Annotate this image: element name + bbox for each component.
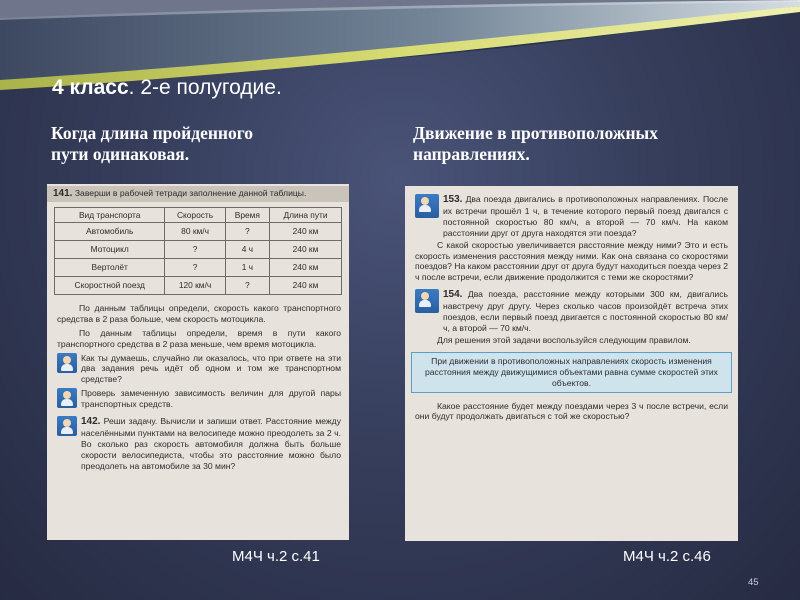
left-column-heading: [51, 123, 381, 165]
pupil-icon: [57, 416, 77, 436]
task-142-text: Реши задачу. Вычисли и запиши ответ. Расстояние между населёнными пунктами на велосипеде можно преодолеть за 2 ч. Во сколько раз скорость автомобиля должна быть больше скорости велосипедиста, чтобы это расстояние можно было преодолеть на автомобиле за 30 мин?: [81, 416, 341, 471]
table-cell: 240 км: [270, 222, 342, 240]
left-heading-line2: пути одинаковая.: [51, 144, 190, 164]
paragraph: Какое расстояние будет между поездами через 3 ч после встречи, если они будут продолжать двигаться с той же скоростью?: [415, 400, 728, 422]
task-note: [57, 388, 341, 410]
table-cell: ?: [165, 258, 225, 276]
task-note: [57, 353, 341, 386]
table-cell: ?: [165, 240, 225, 258]
right-heading-line1: Движение в противоположных: [413, 123, 658, 143]
paragraph: Для решения этой задачи воспользуйся следующим правилом.: [437, 334, 691, 345]
table-row: [55, 240, 342, 258]
table-cell: Автомобиль: [55, 222, 165, 240]
right-textbook-page-image: [405, 186, 738, 541]
table-cell: 240 км: [270, 258, 342, 276]
table-cell: Вертолёт: [55, 258, 165, 276]
paragraph: Как ты думаешь, случайно ли оказалось, что при ответе на эти два задания речь идёт об одном и том же транспортном средстве?: [81, 352, 341, 385]
table-cell: Мотоцикл: [55, 240, 165, 258]
table-header-cell: Время: [225, 207, 269, 222]
task-153-text: Два поезда двигались в противоположных направлениях. После их встречи прошёл 1 ч, в течение которого первый поезд двигался с постоянной скоростью 80 км/ч, а второй — 70 км/ч. На каком расстоянии друг от друга находятся эти поезда?: [443, 194, 728, 238]
table-cell: 4 ч: [225, 240, 269, 258]
slide-number: 45: [748, 577, 759, 588]
right-page-caption: М4Ч ч.2 с.46: [623, 548, 711, 565]
table-header-cell: Вид транспорта: [55, 207, 165, 222]
paragraph: Проверь замеченную зависимость величин для другой пары транспортных средств.: [81, 388, 341, 410]
table-cell: ?: [225, 222, 269, 240]
table-header-row: [55, 207, 342, 222]
task-154-number: 154.: [443, 289, 463, 301]
task-141-header: [47, 186, 349, 202]
pupil-icon: [415, 289, 439, 313]
paragraph: С какой скоростью увеличивается расстояние между ними? Это и есть скорость изменения расстояния между ними. Как она связана со скоростями поездов? На каком расстоянии друг от друга будут находиться поезда через 2 ч после встречи, если движение продолжится с теми же скоростями?: [415, 239, 728, 283]
right-heading-line2: направлениях.: [413, 144, 530, 164]
table-cell: 1 ч: [225, 258, 269, 276]
slide-title: [52, 76, 282, 100]
slide-title-grade: 4 класс: [52, 76, 129, 99]
left-page-caption: М4Ч ч.2 с.41: [232, 548, 320, 565]
pupil-icon: [57, 388, 77, 408]
table-cell: Скоростной поезд: [55, 276, 165, 294]
paragraph: По данным таблицы определи, скорость какого транспортного средства в 2 раза больше, чем скорость мотоцикла.: [57, 302, 341, 324]
table-header-cell: Длина пути: [270, 207, 342, 222]
task-141-text: Заверши в рабочей тетради заполнение данной таблицы.: [72, 188, 307, 198]
paragraph: По данным таблицы определи, время в пути какого транспортного средства в 2 раза меньше, чем время мотоцикла.: [57, 327, 341, 349]
table-row: [55, 276, 342, 294]
paragraph: [81, 416, 341, 472]
table-row: [55, 258, 342, 276]
table-cell: 120 км/ч: [165, 276, 225, 294]
transport-table: [54, 207, 342, 295]
task-142: [57, 416, 341, 472]
task-153: [415, 194, 728, 239]
rule-box: При движении в противоположных направлениях скорость изменения расстояния между движущимися объектами равна сумме скоростей этих объектов.: [411, 352, 732, 393]
table-cell: ?: [225, 276, 269, 294]
pupil-icon: [415, 194, 439, 218]
slide-title-period: . 2-е полугодие.: [128, 76, 282, 99]
left-heading-line1: Когда длина пройденного: [51, 123, 254, 143]
table-header-cell: Скорость: [165, 207, 225, 222]
table-row: [55, 222, 342, 240]
table-cell: 240 км: [270, 276, 342, 294]
task-154: [415, 289, 728, 334]
task-153-number: 153.: [443, 194, 463, 205]
table-cell: 240 км: [270, 240, 342, 258]
task-142-number: 142.: [81, 416, 101, 428]
paragraph: [443, 289, 728, 334]
task-141-number: 141.: [53, 188, 73, 199]
left-textbook-page-image: [47, 184, 349, 540]
paragraph: [443, 194, 728, 239]
right-column-heading: [413, 123, 743, 165]
table-cell: 80 км/ч: [165, 222, 225, 240]
task-154-text: Два поезда, расстояние между которыми 300 км, двигались навстречу друг другу. Через сколько часов произойдёт встреча этих поездов, если первый поезд двигается с постоянной скоростью 80 км/ч, а второй — 70 км/ч.: [443, 289, 728, 333]
pupil-icon: [57, 353, 77, 373]
